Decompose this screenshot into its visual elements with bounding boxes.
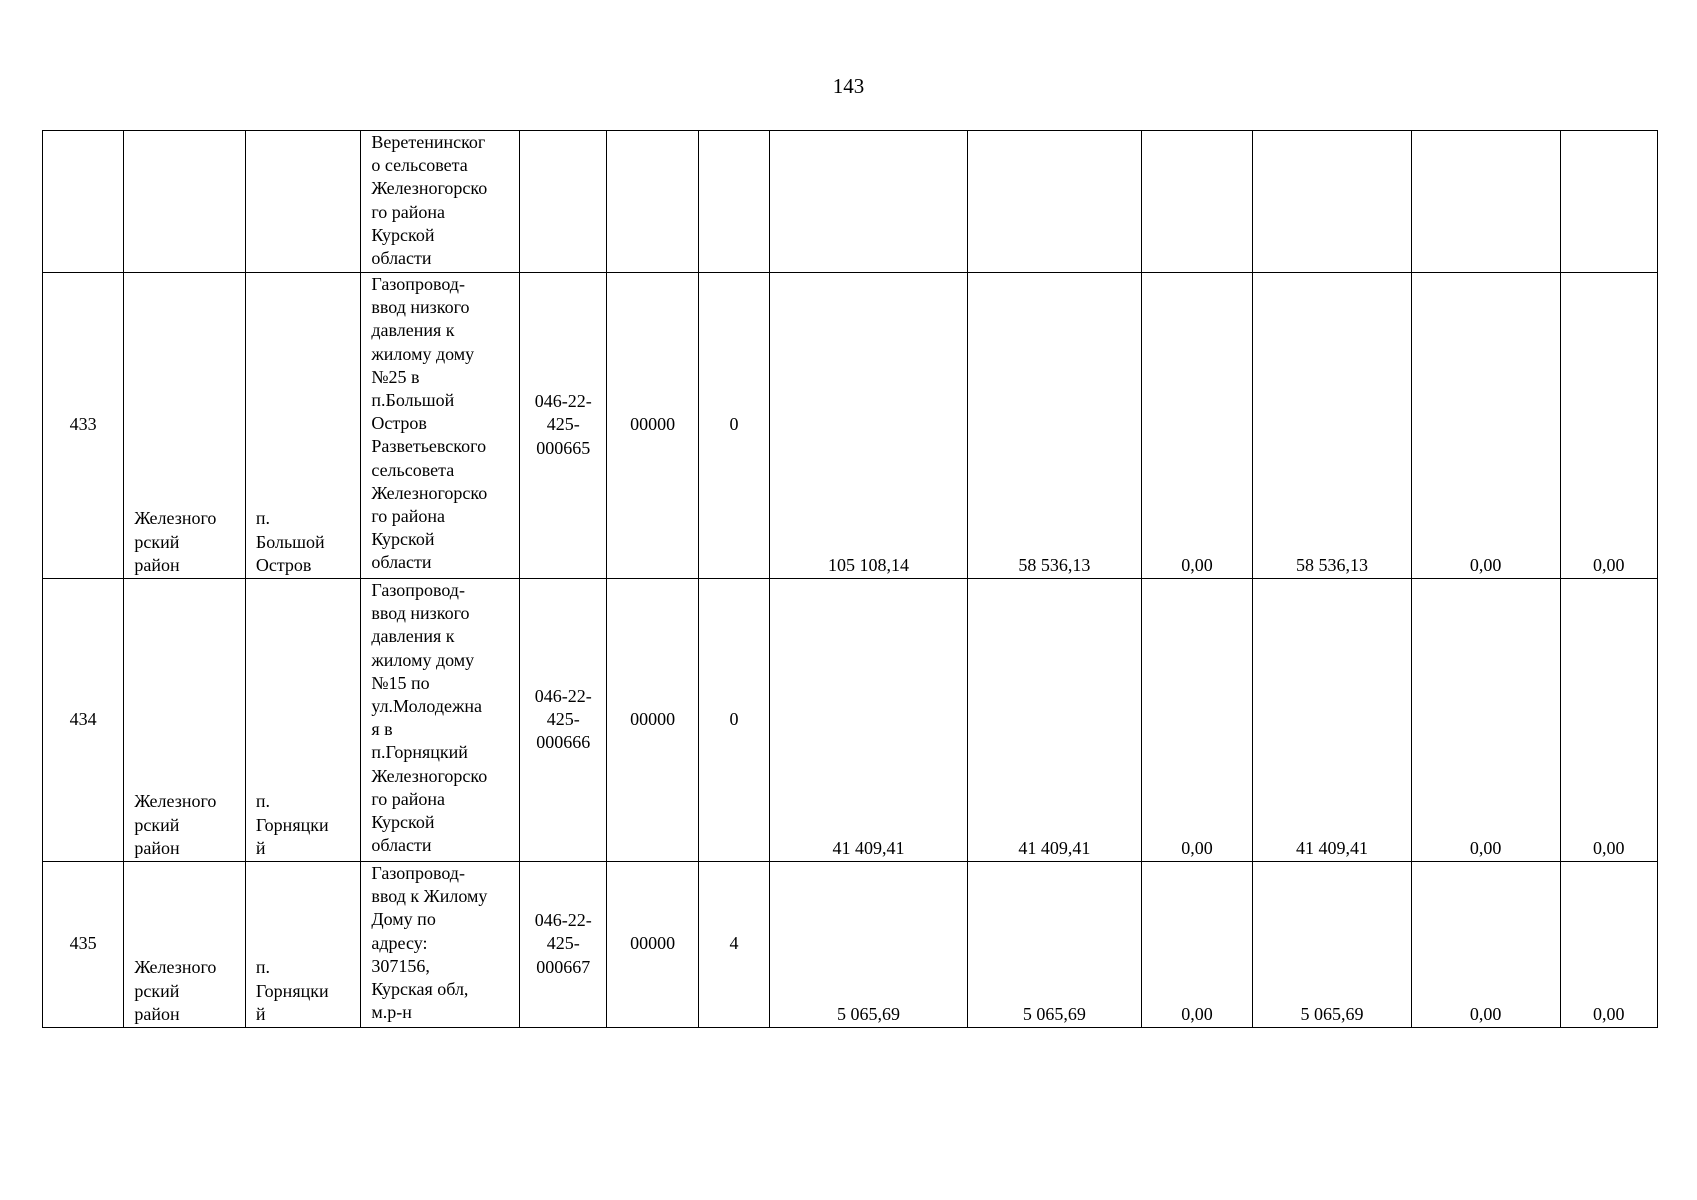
table-cell <box>1411 273 1560 579</box>
table-cell <box>124 273 246 579</box>
table-cell <box>43 131 124 273</box>
table-cell <box>245 579 361 862</box>
district-cell: Железного рский район <box>134 791 217 858</box>
table-cell <box>770 131 968 273</box>
district-cell: Железного рский район <box>134 957 217 1024</box>
code-cell: 00000 <box>630 933 676 954</box>
table-cell <box>520 131 607 273</box>
table-cell <box>967 579 1141 862</box>
table-row <box>43 273 1658 579</box>
value-cell: 0,00 <box>1469 1003 1502 1024</box>
table-cell <box>967 273 1141 579</box>
table-cell <box>1141 579 1252 862</box>
table-cell <box>245 131 361 273</box>
table-cell <box>1253 862 1412 1028</box>
value-cell: 0,00 <box>1181 1003 1213 1024</box>
value-cell: 58 536,13 <box>1018 554 1091 575</box>
table-cell <box>361 131 520 273</box>
value-cell: 0,00 <box>1181 554 1213 575</box>
table-cell <box>43 862 124 1028</box>
table-cell <box>770 862 968 1028</box>
row-number: 434 <box>69 708 97 729</box>
table-row <box>43 579 1658 862</box>
row-number: 433 <box>69 414 97 435</box>
value-cell: 0,00 <box>1181 837 1213 858</box>
table-cell <box>124 862 246 1028</box>
table-cell <box>361 273 520 579</box>
table-cell <box>967 862 1141 1028</box>
table-cell <box>1560 273 1658 579</box>
table-cell <box>607 273 698 579</box>
table-cell <box>245 862 361 1028</box>
code-cell: 00000 <box>630 414 676 435</box>
table-cell <box>607 579 698 862</box>
value-cell: 0,00 <box>1593 1003 1625 1024</box>
page-number: 143 <box>832 74 865 98</box>
table-cell <box>1560 131 1658 273</box>
registry-code: 046-22- 425- 000667 <box>534 910 592 977</box>
table-cell <box>520 862 607 1028</box>
table-cell <box>43 579 124 862</box>
table-cell <box>1141 862 1252 1028</box>
table-cell <box>698 273 769 579</box>
table-cell <box>1253 579 1412 862</box>
district-cell: Железного рский район <box>134 508 217 575</box>
table-cell <box>520 273 607 579</box>
value-cell: 5 065,69 <box>1300 1003 1364 1024</box>
settlement-cell: п. Большой Остров <box>255 508 325 575</box>
value-cell: 5 065,69 <box>1022 1003 1086 1024</box>
table-cell <box>1411 579 1560 862</box>
code-cell: 00000 <box>630 708 676 729</box>
object-description: Газопровод- ввод низкого давления к жилому дому №25 в п.Большой Остров Разветьевского сельсовета Железногорско го района Курской области <box>371 274 488 573</box>
table-cell <box>1253 273 1412 579</box>
table-cell <box>1141 131 1252 273</box>
value-cell: 58 536,13 <box>1296 554 1369 575</box>
table-cell <box>124 131 246 273</box>
table-row <box>43 131 1658 273</box>
value-cell: 0,00 <box>1593 837 1625 858</box>
table-cell <box>1411 131 1560 273</box>
table-cell <box>770 273 968 579</box>
row-number: 435 <box>69 933 97 954</box>
table-cell <box>43 273 124 579</box>
value-cell: 105 108,14 <box>828 554 910 575</box>
table-cell <box>1253 131 1412 273</box>
table-cell <box>245 273 361 579</box>
table-cell <box>1560 579 1658 862</box>
value-cell: 0,00 <box>1469 554 1502 575</box>
settlement-cell: п. Горняцки й <box>255 791 329 858</box>
settlement-cell: п. Горняцки й <box>255 957 329 1024</box>
table-cell <box>698 579 769 862</box>
table-cell <box>1411 862 1560 1028</box>
value-cell: 41 409,41 <box>832 837 905 858</box>
registry-code: 046-22- 425- 000666 <box>534 685 592 753</box>
value-cell: 41 409,41 <box>1296 837 1369 858</box>
register-table <box>42 130 1658 1028</box>
object-description: Газопровод- ввод низкого давления к жилому дому №15 по ул.Молодежна я в п.Горняцкий Железногорско го района Курской области <box>371 580 488 856</box>
code-cell-short: 0 <box>729 708 739 729</box>
table-cell <box>698 131 769 273</box>
object-description: Газопровод- ввод к Жилому Дому по адресу: 307156, Курская обл, м.р-н <box>371 863 488 1023</box>
table-cell <box>698 862 769 1028</box>
table-cell <box>967 131 1141 273</box>
code-cell-short: 4 <box>729 933 739 954</box>
table-cell <box>361 862 520 1028</box>
value-cell: 0,00 <box>1469 837 1502 858</box>
table-cell <box>607 131 698 273</box>
value-cell: 0,00 <box>1593 554 1625 575</box>
table-cell <box>1560 862 1658 1028</box>
table-cell <box>520 579 607 862</box>
registry-code: 046-22- 425- 000665 <box>534 391 592 458</box>
value-cell: 41 409,41 <box>1018 837 1091 858</box>
table-cell <box>361 579 520 862</box>
table-cell <box>607 862 698 1028</box>
object-description: Веретенинског о сельсовета Железногорско го района Курской области <box>371 132 488 269</box>
table-cell <box>770 579 968 862</box>
table-cell <box>1141 273 1252 579</box>
value-cell: 5 065,69 <box>837 1003 901 1024</box>
table-row <box>43 862 1658 1028</box>
table-cell <box>124 579 246 862</box>
code-cell-short: 0 <box>729 414 739 435</box>
